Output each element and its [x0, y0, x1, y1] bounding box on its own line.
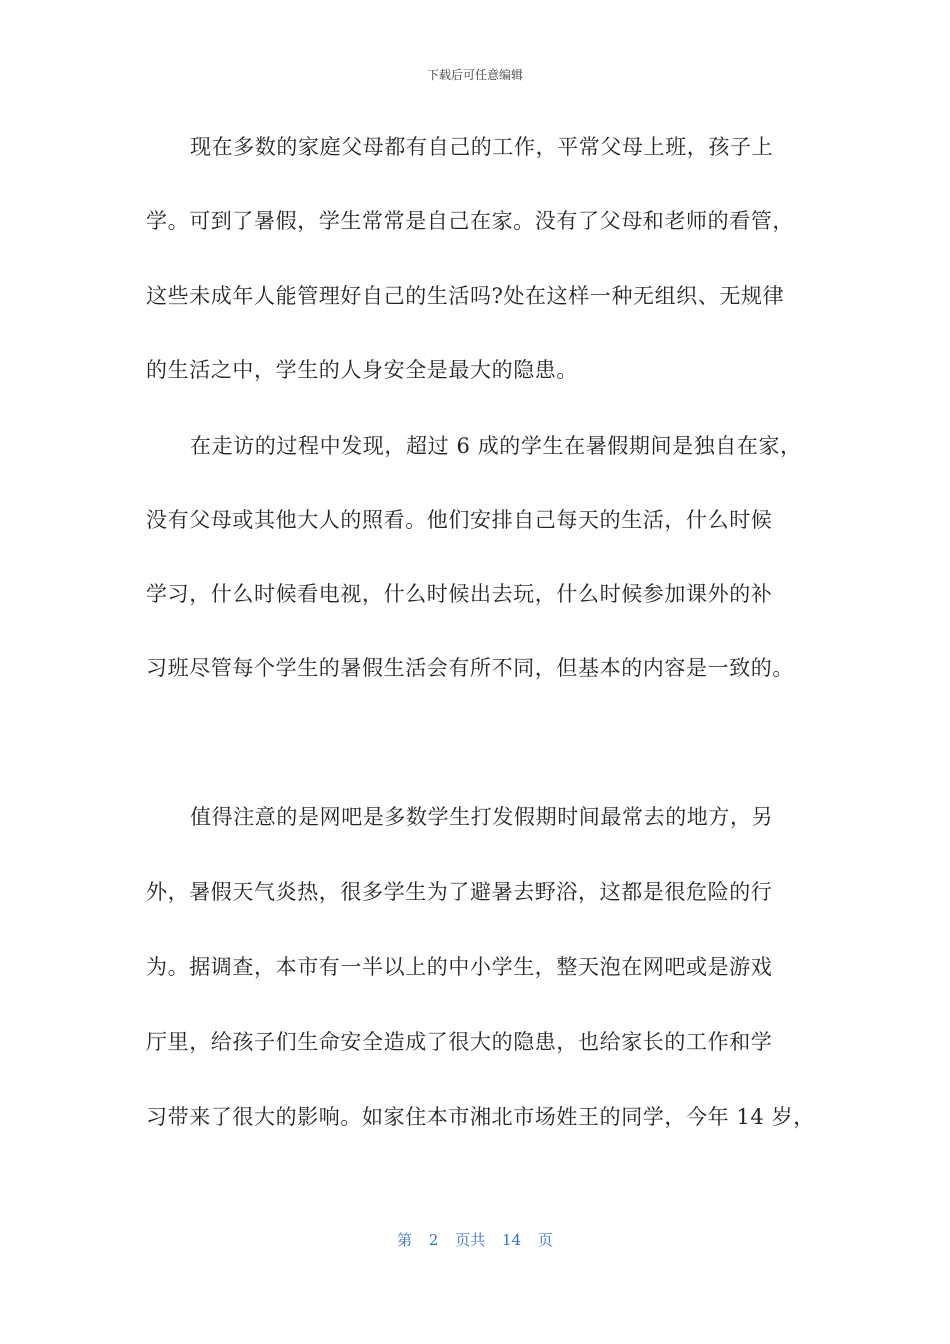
paragraph-2-line-1: 在走访的过程中发现，超过 6 成的学生在暑假期间是独自在家， — [190, 434, 802, 458]
paragraph-3-line-1: 值得注意的是网吧是多数学生打发假期时间最常去的地方，另 — [190, 805, 774, 829]
footer-mid: 页共 — [455, 1231, 486, 1249]
paragraph-1-line-4: 的生活之中，学生的人身安全是最大的隐患。 — [146, 358, 578, 382]
paragraph-2-line-3: 学习，什么时候看电视，什么时候出去玩，什么时候参加课外的补 — [146, 582, 773, 606]
paragraph-3-line-5: 习带来了很大的影响。如家住本市湘北市场姓王的同学，今年 14 岁， — [146, 1105, 815, 1129]
paragraph-3-line-2: 外，暑假天气炎热，很多学生为了避暑去野浴，这都是很危险的行 — [146, 880, 773, 904]
total-page-count: 14 — [502, 1231, 522, 1249]
paragraph-3-line-4: 厅里，给孩子们生命安全造成了很大的隐患，也给家长的工作和学 — [146, 1030, 773, 1054]
footer-prefix: 第 — [397, 1231, 413, 1249]
footer-suffix: 页 — [537, 1231, 553, 1249]
paragraph-3-line-3: 为。据调查，本市有一半以上的中小学生，整天泡在网吧或是游戏 — [146, 955, 773, 979]
paragraph-2-line-2: 没有父母或其他大人的照看。他们安排自己每天的生活，什么时候 — [146, 508, 773, 532]
page-footer — [0, 1229, 950, 1250]
paragraph-1-line-2: 学。可到了暑假，学生常常是自己在家。没有了父母和老师的看管， — [146, 209, 794, 233]
paragraph-1-line-1: 现在多数的家庭父母都有自己的工作，平常父母上班，孩子上 — [190, 135, 774, 159]
current-page-number: 2 — [428, 1231, 439, 1249]
page-header-note: 下载后可任意编辑 — [426, 68, 523, 82]
paragraph-2-line-4: 习班尽管每个学生的暑假生活会有所不同，但基本的内容是一致的。 — [146, 656, 794, 680]
paragraph-1-line-3: 这些未成年人能管理好自己的生活吗?处在这样一种无组织、无规律 — [146, 284, 785, 308]
